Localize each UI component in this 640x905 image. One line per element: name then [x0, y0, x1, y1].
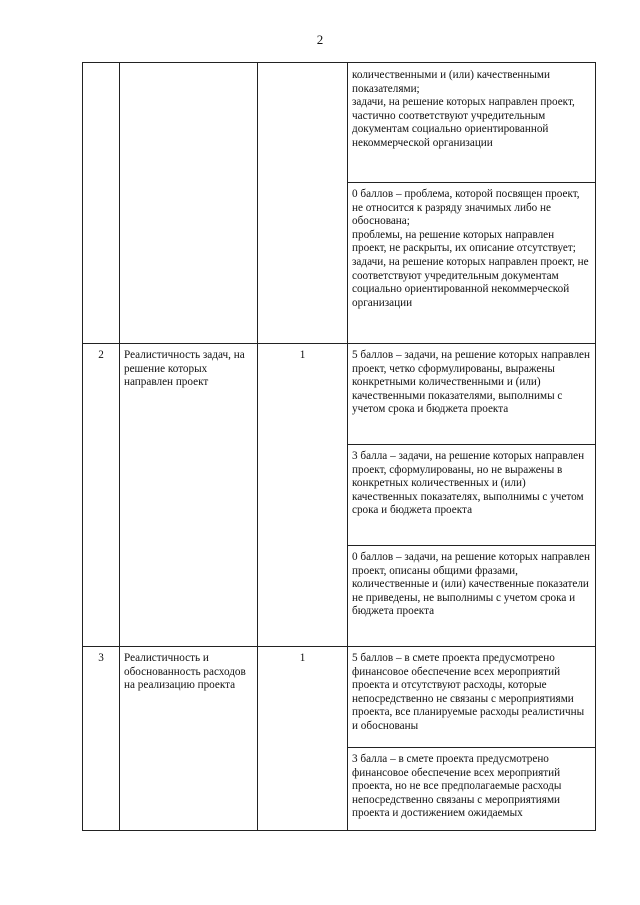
table-row [83, 647, 596, 748]
criterion-name: Реалистичность задач, на решение которых направлен проект [120, 344, 258, 647]
score-description [348, 344, 596, 445]
score-description [348, 748, 596, 831]
criterion-weight: 1 [258, 647, 348, 831]
table-row [83, 344, 596, 445]
row-number: 3 [83, 647, 120, 831]
score-text: 0 баллов – проблема, которой посвящен проект, не относится к разряду значимых либо не обоснована; проблемы, на решение которых направлен проект, не раскрыты, их описание отсутствует; задачи, на решение которых направлен проект, не соответствуют учредительным документам социально ориентированной некоммерческой организации [352, 188, 589, 309]
criterion-weight [258, 63, 348, 344]
score-text: 3 балла – в смете проекта предусмотрено финансовое обеспечение всех мероприятий проекта, но не все предполагаемые расходы непосредственно связаны с мероприятиями проекта и достижением ожидаемых [352, 753, 562, 820]
criterion-name [120, 63, 258, 344]
row-number: 2 [83, 344, 120, 647]
criterion-name: Реалистичность и обоснованность расходов на реализацию проекта [120, 647, 258, 831]
criterion-weight: 1 [258, 344, 348, 647]
row-number [83, 63, 120, 344]
criteria-table [82, 62, 596, 831]
score-text: 3 балла – задачи, на решение которых направлен проект, сформулированы, но не выражены в конкретных количественных и (или) качественных показателях, выполнимы с учетом срока и бюджета проекта [352, 450, 585, 517]
score-text: 5 баллов – задачи, на решение которых направлен проект, четко сформулированы, выражены конкретными количественными и (или) качественными показателями, выполнимы с учетом срока и бюджета проекта [352, 349, 590, 416]
score-description [348, 445, 596, 546]
score-description [348, 63, 596, 183]
score-text: количественными и (или) качественными показателями; задачи, на решение которых направлен проект, частично соответствуют учредительным документам социально ориентированной некоммерческой организации [352, 69, 575, 149]
table-row [83, 63, 596, 183]
score-text: 5 баллов – в смете проекта предусмотрено финансовое обеспечение всех мероприятий проекта и отсутствуют расходы, которые непосредственно не связаны с мероприятиями проекта, все планируемые расходы реалистичны и обоснованы [352, 652, 585, 732]
score-description [348, 647, 596, 748]
score-text: 0 баллов – задачи, на решение которых направлен проект, описаны общими фразами, количественные и (или) качественные показатели не приведены, не выполнимы с учетом срока и бюджета проекта [352, 551, 590, 618]
page-number: 2 [316, 32, 324, 47]
score-description [348, 183, 596, 344]
score-description [348, 546, 596, 647]
